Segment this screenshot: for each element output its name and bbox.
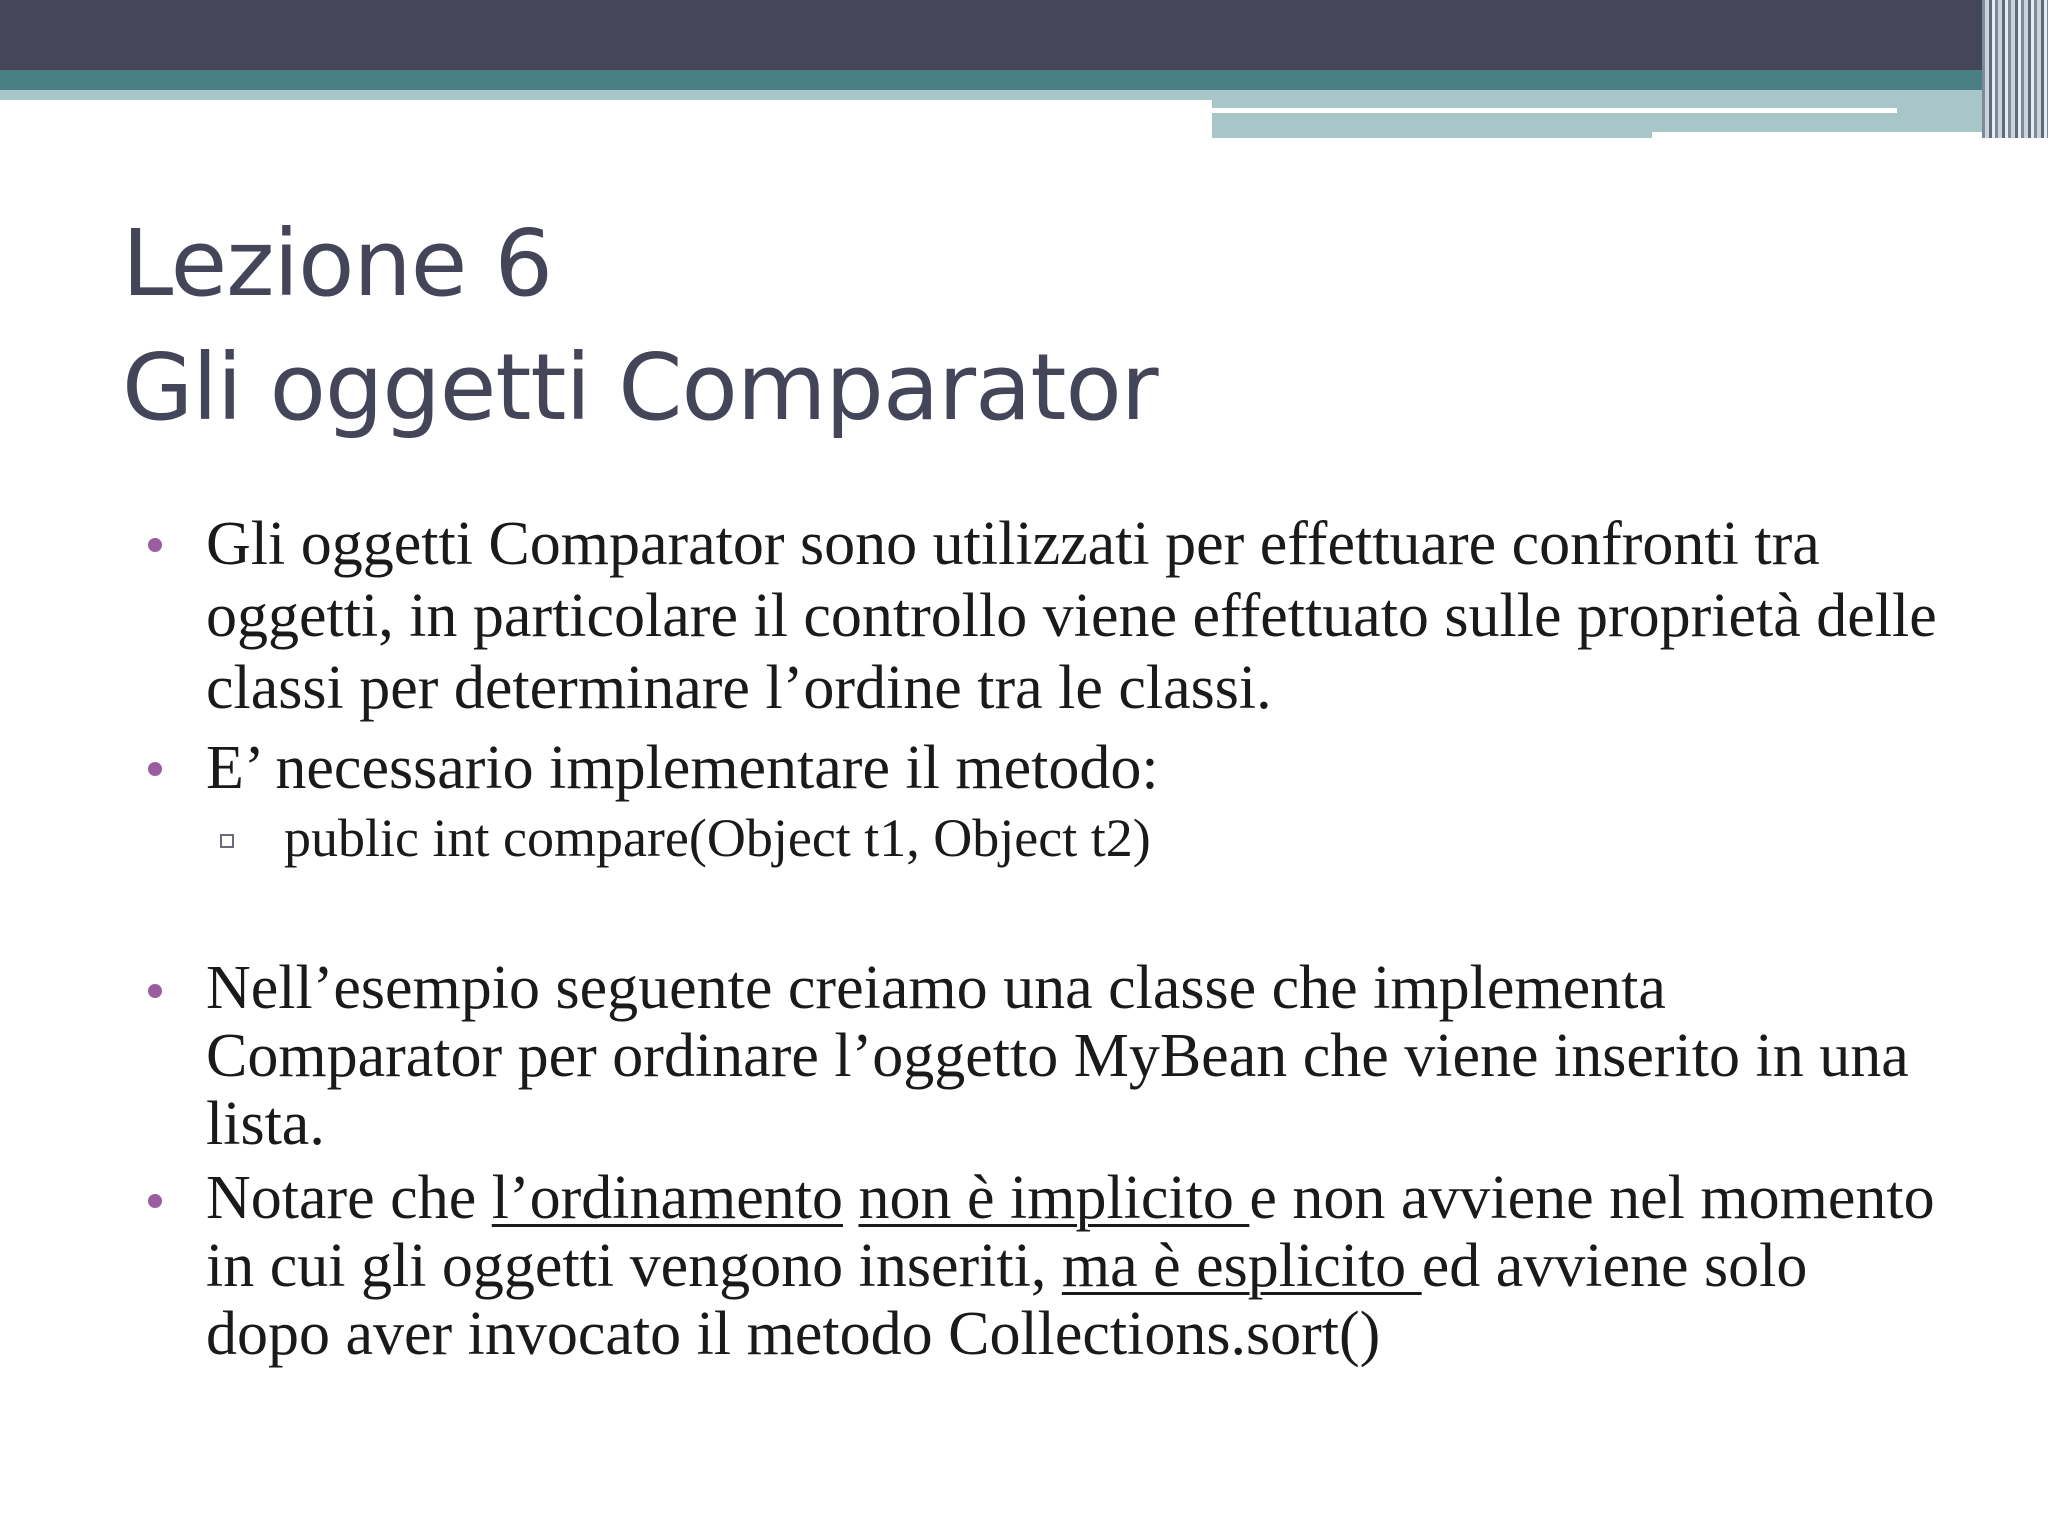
underlined-text: ma è esplicito xyxy=(1061,1232,1422,1300)
sub-bullet-text: public int compare(Object t1, Object t2) xyxy=(284,808,1151,868)
bullet-text: Gli oggetti Comparator sono utilizzati per effettuare confronti tra oggetti, in particolare il controllo viene effettuato sulle proprietà delle classi per determinare l’ordine tra le classi. xyxy=(206,510,1937,722)
bullet-text: E’ necessario implementare il metodo: xyxy=(206,734,1159,802)
header-light-band xyxy=(0,90,1212,100)
title-line-2: Gli oggetti Comparator xyxy=(122,334,1158,441)
square-bullet-icon xyxy=(220,834,234,848)
slide-title xyxy=(122,202,1158,450)
header-teal-band xyxy=(0,70,2048,90)
bullet-item xyxy=(140,732,1940,804)
header-white-line xyxy=(1212,108,1897,113)
bullet-text-part xyxy=(843,1164,859,1232)
sub-bullet-item xyxy=(140,804,1940,872)
bullet-item xyxy=(140,508,1940,724)
bullet-text-part: ed avviene solo dopo aver invocato il metodo Collections.sort() xyxy=(206,1232,1808,1368)
bullet-item xyxy=(140,954,1940,1158)
bullet-dot-icon xyxy=(148,762,162,776)
bullet-dot-icon xyxy=(148,538,162,552)
underlined-text: l’ordinamento xyxy=(491,1164,843,1232)
title-line-1: Lezione 6 xyxy=(122,210,553,317)
bullet-dot-icon xyxy=(148,1194,162,1208)
bullet-text: Nell’esempio seguente creiamo una classe che implementa Comparator per ordinare l’oggetto MyBean che viene inserito in una lista. xyxy=(206,954,1909,1158)
bullet-text-part: Notare che xyxy=(206,1164,492,1232)
header-right-block xyxy=(1212,90,2048,138)
slide-body xyxy=(140,508,1940,1368)
header-stripes xyxy=(1982,0,2048,138)
header-dark-band xyxy=(0,0,2048,70)
bullet-text-part: e non avviene nel momento in cui gli oggetti vengono inseriti, xyxy=(206,1164,1935,1300)
bullet-item xyxy=(140,1164,1940,1368)
bullet-dot-icon xyxy=(148,984,162,998)
underlined-text: non è implicito xyxy=(858,1164,1250,1232)
